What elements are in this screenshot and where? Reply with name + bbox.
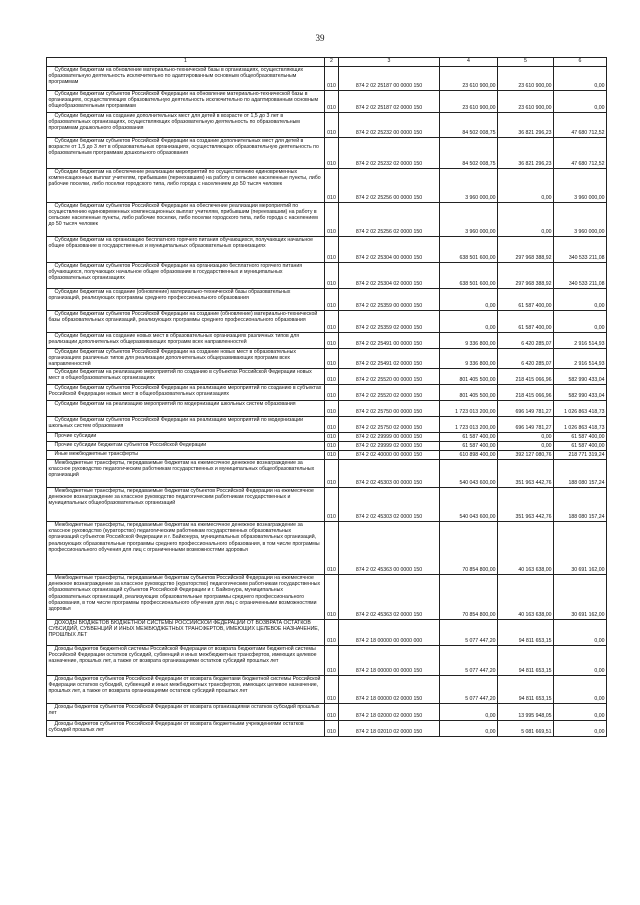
table-row	[47, 138, 607, 169]
row-unexecuted-amount: 0,00	[554, 620, 607, 646]
row-line-code: 010	[325, 203, 339, 237]
table-row	[47, 676, 607, 704]
row-executed-amount: 218 415 066,96	[498, 369, 554, 385]
row-line-code: 010	[325, 620, 339, 646]
row-approved-amount: 3 960 000,00	[440, 169, 498, 203]
row-budget-code: 874 2 02 29999 00 0000 150	[339, 433, 440, 442]
row-unexecuted-amount: 1 026 863 418,73	[554, 417, 607, 433]
row-approved-amount: 61 587 400,00	[440, 433, 498, 442]
row-budget-code: 874 2 02 25256 00 0000 150	[339, 169, 440, 203]
row-description: Субсидии бюджетам субъектов Российской Федерации на создание (обновление) материально-технической базы образовательных организаций, реализующих программы среднего профессионального образования	[47, 311, 325, 333]
row-description: Доходы бюджетов бюджетной системы Российской Федерации от возврата бюджетами бюджетной системы Российской Федерации остатков субсидий, субвенций и иных межбюджетных трансфертов, имеющих целевое назначение, прошлых лет, а также от возврата организациями остатков субсидий прошлых лет	[47, 646, 325, 676]
row-budget-code: 874 2 02 25304 02 0000 150	[339, 263, 440, 289]
row-budget-code: 874 2 18 00000 00 0000 000	[339, 620, 440, 646]
row-budget-code: 874 2 02 45303 02 0000 150	[339, 488, 440, 522]
row-budget-code: 874 2 02 25491 02 0000 150	[339, 349, 440, 369]
row-unexecuted-amount: 340 533 211,08	[554, 237, 607, 263]
table-row	[47, 417, 607, 433]
row-approved-amount: 5 077 447,20	[440, 620, 498, 646]
row-unexecuted-amount: 340 533 211,08	[554, 263, 607, 289]
row-line-code: 010	[325, 460, 339, 488]
row-approved-amount: 610 898 400,00	[440, 451, 498, 460]
row-approved-amount: 0,00	[440, 704, 498, 721]
row-approved-amount: 1 723 013 200,00	[440, 401, 498, 417]
table-row	[47, 311, 607, 333]
row-executed-amount: 23 610 900,00	[498, 67, 554, 91]
table-row	[47, 349, 607, 369]
table-row	[47, 203, 607, 237]
row-description: Прочие субсидии бюджетам субъектов Российской Федерации	[47, 442, 325, 451]
row-unexecuted-amount: 0,00	[554, 646, 607, 676]
row-executed-amount: 6 420 285,07	[498, 349, 554, 369]
row-executed-amount: 94 811 653,15	[498, 620, 554, 646]
row-executed-amount: 94 811 653,15	[498, 646, 554, 676]
row-description: Субсидии бюджетам на обновление материально-технической базы в организациях, осуществляющих образовательную деятельность исключительно по адаптированным основным общеобразовательным программам	[47, 67, 325, 91]
row-description: ДОХОДЫ БЮДЖЕТОВ БЮДЖЕТНОЙ СИСТЕМЫ РОССИЙСКОЙ ФЕДЕРАЦИИ ОТ ВОЗВРАТА ОСТАТКОВ СУБСИДИЙ, СУБВЕНЦИЙ И ИНЫХ МЕЖБЮДЖЕТНЫХ ТРАНСФЕРТОВ, ИМЕЮЩИХ ЦЕЛЕВОЕ НАЗНАЧЕНИЕ, ПРОШЛЫХ ЛЕТ	[47, 620, 325, 646]
table-row	[47, 67, 607, 91]
page-number: 39	[315, 33, 325, 43]
row-budget-code: 874 2 02 29999 02 0000 150	[339, 442, 440, 451]
row-approved-amount: 638 501 600,00	[440, 237, 498, 263]
row-approved-amount: 540 043 600,00	[440, 460, 498, 488]
row-executed-amount: 0,00	[498, 442, 554, 451]
row-budget-code: 874 2 02 25491 00 0000 150	[339, 333, 440, 349]
row-approved-amount: 638 501 600,00	[440, 263, 498, 289]
row-unexecuted-amount: 2 916 514,93	[554, 349, 607, 369]
row-budget-code: 874 2 02 25520 02 0000 150	[339, 385, 440, 401]
table-row	[47, 263, 607, 289]
row-description: Субсидии бюджетам на создание дополнительных мест для детей в возрасте от 1,5 до 3 лет в образовательных организациях, осуществляющих образовательную деятельность по образовательным программам дошкольного образования	[47, 113, 325, 138]
row-budget-code: 874 2 02 25256 02 0000 150	[339, 203, 440, 237]
row-executed-amount: 40 163 638,00	[498, 522, 554, 575]
row-executed-amount: 696 149 781,27	[498, 417, 554, 433]
row-line-code: 010	[325, 169, 339, 203]
table-row	[47, 401, 607, 417]
row-line-code: 010	[325, 91, 339, 113]
row-approved-amount: 0,00	[440, 311, 498, 333]
row-unexecuted-amount: 47 680 712,52	[554, 113, 607, 138]
row-line-code: 010	[325, 522, 339, 575]
row-executed-amount: 297 968 388,92	[498, 237, 554, 263]
row-budget-code: 874 2 18 00000 00 0000 150	[339, 646, 440, 676]
table-row	[47, 442, 607, 451]
row-line-code: 010	[325, 575, 339, 620]
row-unexecuted-amount: 582 990 433,04	[554, 385, 607, 401]
row-approved-amount: 61 587 400,00	[440, 442, 498, 451]
row-unexecuted-amount: 0,00	[554, 67, 607, 91]
row-description: Межбюджетные трансферты, передаваемые бюджетам субъектов Российской Федерации на ежемесячное денежное вознаграждение за классное руководство (кураторство) педагогическим работникам государственных образовательных организаций субъектов Российской Федерации и г. Байконура, муниципальных образовательных организаций, реализующих образовательные программы среднего профессионального образования, в том числе программы профессионального обучения для лиц с ограниченными возможностями здоровья	[47, 575, 325, 620]
row-unexecuted-amount: 3 960 000,00	[554, 169, 607, 203]
row-approved-amount: 9 336 800,00	[440, 333, 498, 349]
row-approved-amount: 3 960 000,00	[440, 203, 498, 237]
row-approved-amount: 0,00	[440, 289, 498, 311]
row-line-code: 010	[325, 676, 339, 704]
row-line-code: 010	[325, 263, 339, 289]
row-executed-amount: 0,00	[498, 433, 554, 442]
row-executed-amount: 5 081 669,51	[498, 721, 554, 737]
table-row	[47, 721, 607, 737]
row-line-code: 010	[325, 311, 339, 333]
row-executed-amount: 6 420 285,07	[498, 333, 554, 349]
table-row	[47, 620, 607, 646]
row-executed-amount: 23 610 900,00	[498, 91, 554, 113]
row-description: Доходы бюджетов субъектов Российской Федерации от возврата организациями остатков субсидий прошлых лет	[47, 704, 325, 721]
row-approved-amount: 5 077 447,20	[440, 646, 498, 676]
row-budget-code: 874 2 02 25187 00 0000 150	[339, 67, 440, 91]
row-executed-amount: 696 149 781,27	[498, 401, 554, 417]
row-budget-code: 874 2 02 25750 00 0000 150	[339, 401, 440, 417]
row-approved-amount: 540 043 600,00	[440, 488, 498, 522]
row-budget-code: 874 2 02 25304 00 0000 150	[339, 237, 440, 263]
row-executed-amount: 36 821 296,23	[498, 113, 554, 138]
row-description: Межбюджетные трансферты, передаваемые бюджетам на ежемесячное денежное вознаграждение за классное руководство (кураторство) педагогическим работникам государственных образовательных организаций субъектов Российской Федерации и г. Байконура, муниципальных образовательных организаций, реализующих образовательные программы среднего профессионального образования, в том числе программы профессионального обучения для лиц с ограниченными возможностями здоровья	[47, 522, 325, 575]
row-unexecuted-amount: 0,00	[554, 676, 607, 704]
row-description: Субсидии бюджетам на создание новых мест в образовательных организациях различных типов для реализации дополнительных общеразвивающих программ всех направленностей	[47, 333, 325, 349]
row-line-code: 010	[325, 401, 339, 417]
row-unexecuted-amount: 0,00	[554, 311, 607, 333]
row-line-code: 010	[325, 138, 339, 169]
table-row	[47, 704, 607, 721]
row-approved-amount: 9 336 800,00	[440, 349, 498, 369]
table-row	[47, 333, 607, 349]
table-row	[47, 113, 607, 138]
row-approved-amount: 84 502 008,75	[440, 113, 498, 138]
row-unexecuted-amount: 1 026 863 418,73	[554, 401, 607, 417]
row-description: Субсидии бюджетам на реализацию мероприятий по созданию в субъектах Российской Федерации новых мест в общеобразовательных организациях	[47, 369, 325, 385]
row-line-code: 010	[325, 704, 339, 721]
table-row	[47, 237, 607, 263]
row-unexecuted-amount: 47 680 712,52	[554, 138, 607, 169]
row-line-code: 010	[325, 451, 339, 460]
row-executed-amount: 40 163 638,00	[498, 575, 554, 620]
table-row	[47, 369, 607, 385]
row-description: Субсидии бюджетам на организацию бесплатного горячего питания обучающихся, получающих начальное общее образование в государственных и муниципальных образовательных организациях	[47, 237, 325, 263]
table-row	[47, 169, 607, 203]
row-unexecuted-amount: 0,00	[554, 704, 607, 721]
row-budget-code: 874 2 02 25520 00 0000 150	[339, 369, 440, 385]
row-executed-amount: 94 811 653,15	[498, 676, 554, 704]
row-budget-code: 874 2 18 00000 02 0000 150	[339, 676, 440, 704]
row-line-code: 010	[325, 67, 339, 91]
row-executed-amount: 36 821 296,23	[498, 138, 554, 169]
row-description: Субсидии бюджетам на реализацию мероприятий по модернизации школьных систем образования	[47, 401, 325, 417]
row-description: Доходы бюджетов субъектов Российской Федерации от возврата бюджетными учреждениями остатков субсидий прошлых лет	[47, 721, 325, 737]
table-row	[47, 385, 607, 401]
row-executed-amount: 351 963 442,76	[498, 488, 554, 522]
row-description: Субсидии бюджетам субъектов Российской Федерации на реализацию мероприятий по созданию в субъектах Российской Федерации новых мест в общеобразовательных организациях	[47, 385, 325, 401]
table-row	[47, 433, 607, 442]
row-line-code: 010	[325, 488, 339, 522]
row-unexecuted-amount: 188 080 157,24	[554, 460, 607, 488]
table-row	[47, 91, 607, 113]
column-header-description: 1	[47, 58, 325, 67]
row-line-code: 010	[325, 385, 339, 401]
row-description: Доходы бюджетов субъектов Российской Федерации от возврата бюджетами бюджетной системы Российской Федерации остатков субсидий, субвенций и иных межбюджетных трансфертов, имеющих целевое назначение, прошлых лет, а также от возврата организациями остатков субсидий прошлых лет	[47, 676, 325, 704]
row-description: Субсидии бюджетам на создание (обновление) материально-технической базы образовательных организаций, реализующих программы среднего профессионального образования	[47, 289, 325, 311]
row-approved-amount: 801 405 500,00	[440, 385, 498, 401]
column-header-row	[47, 58, 607, 67]
row-description: Субсидии бюджетам субъектов Российской Федерации на обновление материально-технической базы в организациях, осуществляющих образовательную деятельность исключительно по адаптированным основным общеобразовательным программам	[47, 91, 325, 113]
row-description: Субсидии бюджетам субъектов Российской Федерации на создание новых мест в образовательных организациях различных типов для реализации дополнительных общеразвивающих программ всех направленностей	[47, 349, 325, 369]
row-unexecuted-amount: 0,00	[554, 721, 607, 737]
row-executed-amount: 351 963 442,76	[498, 460, 554, 488]
row-unexecuted-amount: 582 990 433,04	[554, 369, 607, 385]
row-executed-amount: 392 127 080,76	[498, 451, 554, 460]
row-line-code: 010	[325, 417, 339, 433]
row-line-code: 010	[325, 289, 339, 311]
row-line-code: 010	[325, 646, 339, 676]
row-budget-code: 874 2 02 25750 02 0000 150	[339, 417, 440, 433]
row-executed-amount: 13 995 948,05	[498, 704, 554, 721]
row-description: Субсидии бюджетам на обеспечение реализации мероприятий по осуществлению единовременных компенсационных выплат учителям, прибывшим (переехавшим) на работу в сельские населенные пункты, либо рабочие поселки, либо поселки городского типа, либо города с населением до 50 тысяч человек	[47, 169, 325, 203]
row-approved-amount: 70 854 800,00	[440, 575, 498, 620]
row-executed-amount: 0,00	[498, 203, 554, 237]
row-line-code: 010	[325, 333, 339, 349]
row-line-code: 010	[325, 369, 339, 385]
table-row	[47, 488, 607, 522]
row-line-code: 010	[325, 237, 339, 263]
row-unexecuted-amount: 0,00	[554, 91, 607, 113]
row-budget-code: 874 2 02 25359 00 0000 150	[339, 289, 440, 311]
row-unexecuted-amount: 188 080 157,24	[554, 488, 607, 522]
row-line-code: 010	[325, 349, 339, 369]
row-budget-code: 874 2 18 02010 02 0000 150	[339, 721, 440, 737]
row-budget-code: 874 2 02 45363 02 0000 150	[339, 575, 440, 620]
row-unexecuted-amount: 3 960 000,00	[554, 203, 607, 237]
column-header-unexecuted: 6	[554, 58, 607, 67]
row-unexecuted-amount: 2 916 514,93	[554, 333, 607, 349]
budget-report-table	[46, 57, 607, 737]
table-row	[47, 460, 607, 488]
row-budget-code: 874 2 18 02000 02 0000 150	[339, 704, 440, 721]
row-budget-code: 874 2 02 45363 00 0000 150	[339, 522, 440, 575]
row-unexecuted-amount: 61 587 400,00	[554, 433, 607, 442]
row-unexecuted-amount: 30 691 162,00	[554, 522, 607, 575]
table-row	[47, 646, 607, 676]
row-executed-amount: 297 968 388,92	[498, 263, 554, 289]
row-description: Субсидии бюджетам субъектов Российской Федерации на обеспечение реализации мероприятий по осуществлению единовременных компенсационных выплат учителям, прибывшим (переехавшим) на работу в сельские населенные пункты, либо рабочие поселки, либо поселки городского типа, либо города с населением до 50 тысяч человек	[47, 203, 325, 237]
row-budget-code: 874 2 02 40000 00 0000 150	[339, 451, 440, 460]
report-table-body	[47, 58, 607, 737]
row-unexecuted-amount: 218 771 319,24	[554, 451, 607, 460]
row-approved-amount: 23 610 900,00	[440, 67, 498, 91]
table-row	[47, 575, 607, 620]
row-approved-amount: 23 610 900,00	[440, 91, 498, 113]
row-executed-amount: 0,00	[498, 169, 554, 203]
row-approved-amount: 1 723 013 200,00	[440, 417, 498, 433]
row-description: Субсидии бюджетам субъектов Российской Федерации на создание дополнительных мест для детей в возрасте от 1,5 до 3 лет в образовательных организациях, осуществляющих образовательную деятельность по образовательным программам дошкольного образования	[47, 138, 325, 169]
row-description: Субсидии бюджетам субъектов Российской Федерации на организацию бесплатного горячего питания обучающихся, получающих начальное общее образование в государственных и муниципальных образовательных организациях	[47, 263, 325, 289]
table-row	[47, 522, 607, 575]
row-approved-amount: 0,00	[440, 721, 498, 737]
column-header-executed: 5	[498, 58, 554, 67]
row-approved-amount: 801 405 500,00	[440, 369, 498, 385]
row-budget-code: 874 2 02 25232 02 0000 150	[339, 138, 440, 169]
row-approved-amount: 70 854 800,00	[440, 522, 498, 575]
row-unexecuted-amount: 0,00	[554, 289, 607, 311]
row-line-code: 010	[325, 721, 339, 737]
row-description: Межбюджетные трансферты, передаваемые бюджетам на ежемесячное денежное вознаграждение за классное руководство педагогическим работникам государственных и муниципальных общеобразовательных организаций	[47, 460, 325, 488]
row-unexecuted-amount: 61 587 400,00	[554, 442, 607, 451]
column-header-line-code: 2	[325, 58, 339, 67]
column-header-approved: 4	[440, 58, 498, 67]
row-budget-code: 874 2 02 25232 00 0000 150	[339, 113, 440, 138]
row-executed-amount: 61 587 400,00	[498, 311, 554, 333]
row-approved-amount: 5 077 447,20	[440, 676, 498, 704]
row-budget-code: 874 2 02 25359 02 0000 150	[339, 311, 440, 333]
column-header-budget-code: 3	[339, 58, 440, 67]
row-approved-amount: 84 502 008,75	[440, 138, 498, 169]
row-line-code: 010	[325, 433, 339, 442]
row-budget-code: 874 2 02 45303 00 0000 150	[339, 460, 440, 488]
row-unexecuted-amount: 30 691 162,00	[554, 575, 607, 620]
row-budget-code: 874 2 02 25187 02 0000 150	[339, 91, 440, 113]
row-description: Иные межбюджетные трансферты	[47, 451, 325, 460]
row-description: Межбюджетные трансферты, передаваемые бюджетам субъектов Российской Федерации на ежемесячное денежное вознаграждение за классное руководство педагогическим работникам государственных и муниципальных общеобразовательных организаций	[47, 488, 325, 522]
row-description: Субсидии бюджетам субъектов Российской Федерации на реализацию мероприятий по модернизации школьных систем образования	[47, 417, 325, 433]
table-row	[47, 451, 607, 460]
row-line-code: 010	[325, 442, 339, 451]
row-executed-amount: 61 587 400,00	[498, 289, 554, 311]
row-executed-amount: 218 415 066,96	[498, 385, 554, 401]
row-description: Прочие субсидии	[47, 433, 325, 442]
table-row	[47, 289, 607, 311]
row-line-code: 010	[325, 113, 339, 138]
